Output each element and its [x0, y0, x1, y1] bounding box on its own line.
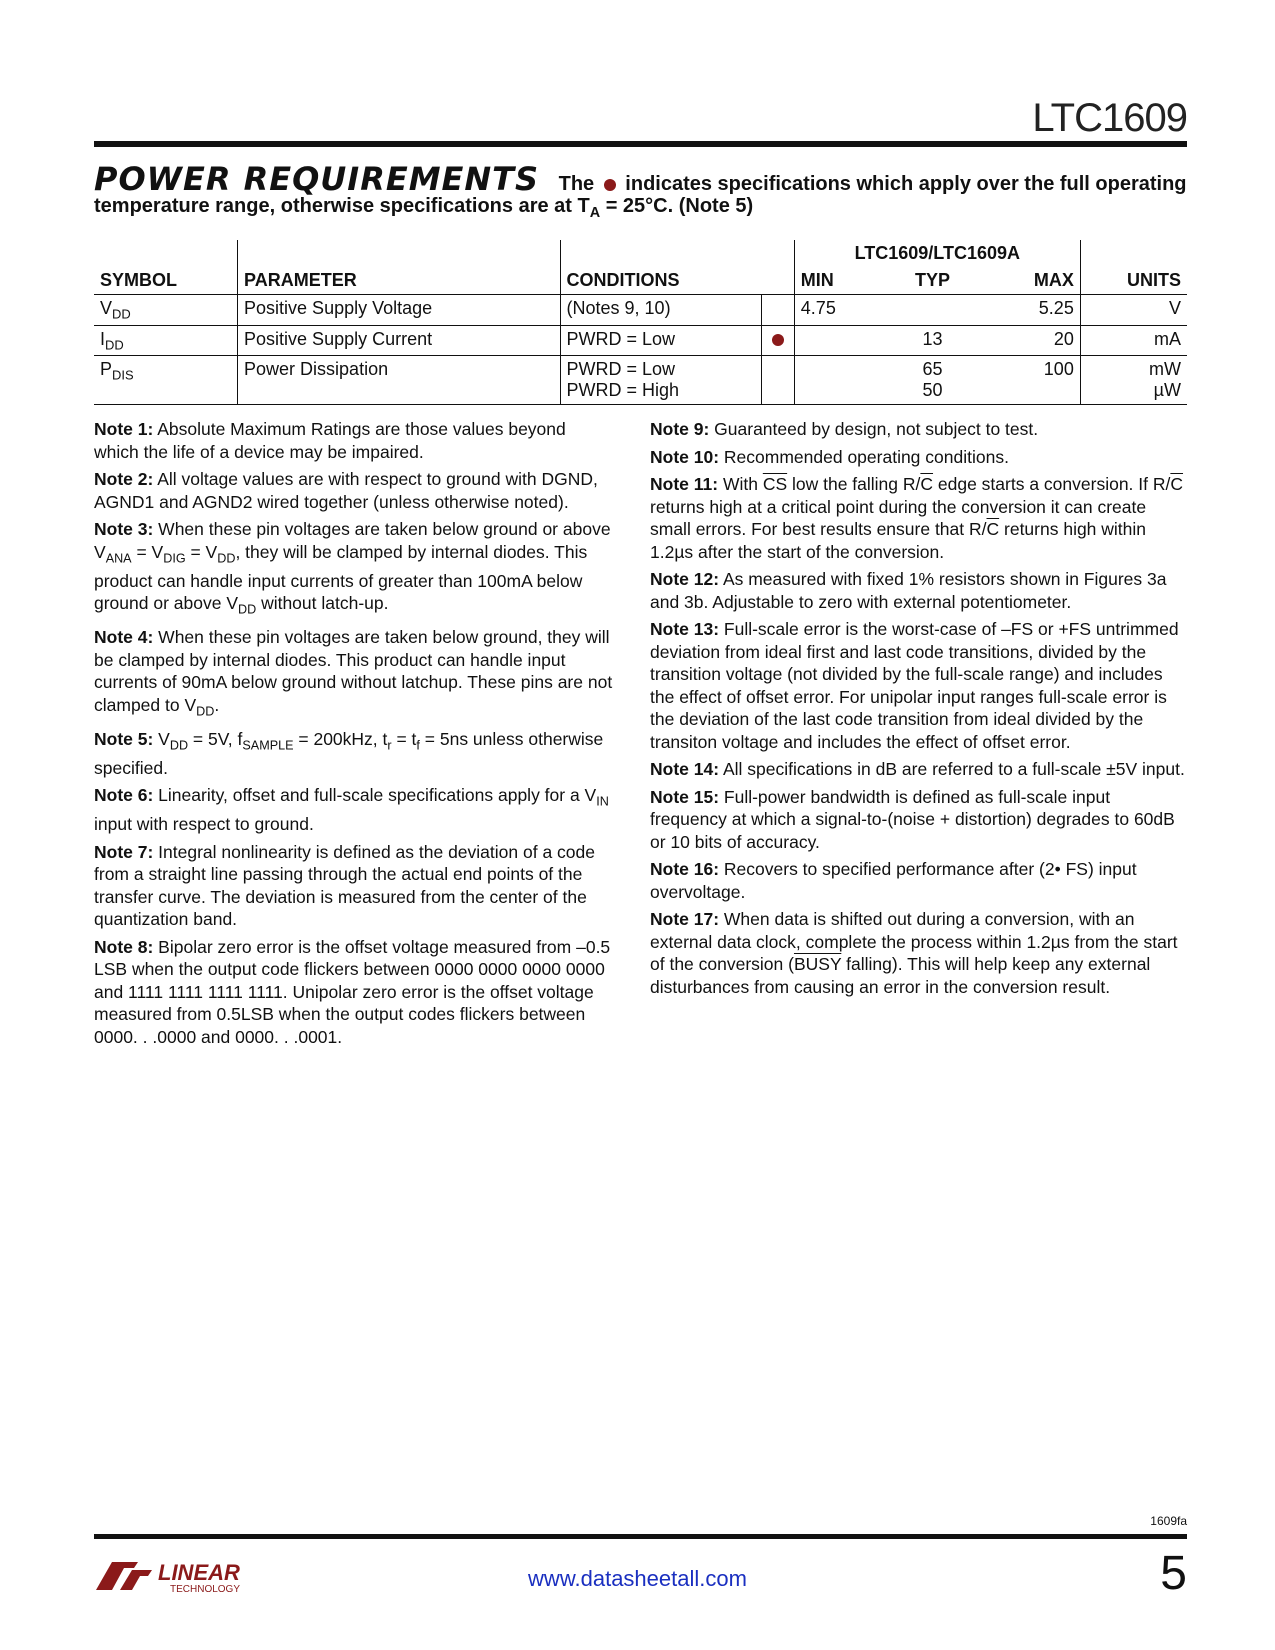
notes-left — [94, 418, 614, 1053]
conditions-2: PWRD = High — [566, 380, 680, 401]
max-value: 100 — [1043, 359, 1074, 380]
max-value: 5.25 — [1038, 298, 1074, 318]
units-value: mA — [1080, 325, 1187, 356]
note-text: When these pin voltages are taken below ground, they will be clamped by internal diodes. This product can handle input currents of 90mA below ground without latchup. These pins are not clamped to $V_{DD}$. — [94, 627, 613, 718]
symbol: V — [100, 298, 113, 318]
note-text: When data is shifted out during a conversion, with an external data clock, complete the process within 1.2µs from the start of the conversion (BUSY falling). This will help keep any external disturbances from causing an error in the conversion result. — [650, 909, 1178, 997]
note-label: Note 7: — [94, 841, 154, 862]
symbol-sub: DIS — [112, 367, 134, 383]
section-title: POWER REQUIREMENTS — [94, 160, 540, 198]
table-row — [94, 356, 1187, 405]
note-label: Note 15: — [650, 786, 720, 807]
note-item — [650, 758, 1185, 781]
note-text: Integral nonlinearity is defined as the deviation of a code from a straight line passing through the actual end points of the transfer curve. The deviation is measured from the center of the quantization band. — [94, 841, 595, 929]
note-item — [650, 858, 1185, 903]
notes-right — [650, 418, 1185, 1003]
note-item — [94, 841, 614, 931]
symbol-sub: DD — [105, 337, 124, 353]
note-item — [650, 618, 1185, 753]
note-item — [650, 568, 1185, 613]
note-label: Note 12: — [650, 569, 720, 589]
power-requirements-table — [94, 240, 1187, 405]
table-row — [94, 325, 1187, 356]
page-number: 5 — [1160, 1547, 1187, 1600]
note-label: Note 14: — [650, 759, 720, 779]
units-value: mW — [1149, 359, 1181, 380]
note-item — [94, 784, 614, 836]
note-label: Note 5: — [94, 728, 154, 749]
typ-value: 65 — [922, 359, 943, 380]
conditions: PWRD = Low — [566, 359, 676, 380]
col-units: UNITS — [1080, 267, 1187, 295]
note-text: When these pin voltages are taken below ground or above $V_{ANA} = V_{DIG} = V_{DD}$, they will be clamped by internal diodes. This product can handle input currents of greater than 100mA below ground or above $V_{DD}$ without latch-up. — [94, 519, 611, 617]
bullet-icon — [772, 334, 784, 346]
col-max: MAX — [1033, 270, 1074, 290]
part-number: LTC1609 — [1032, 96, 1187, 140]
col-symbol: SYMBOL — [100, 270, 178, 290]
note-text: Recommended operating conditions. — [719, 446, 1009, 467]
col-min: MIN — [794, 267, 886, 295]
intro-pre: The — [558, 173, 595, 195]
note-label: Note 17: — [650, 909, 720, 929]
max-value: 20 — [1053, 328, 1074, 349]
note-label: Note 10: — [650, 446, 720, 467]
note-text: With $\overline{CS}$ low the falling $R/\overline{C}$ edge starts a conversion. If $R/\overline{C}$ returns high at a critical point during the conversion it can create small errors. For best results ensure that $R/\overline{C}$ returns high within 1.2µs after the start of the conversion. — [650, 474, 1184, 562]
note-item — [94, 418, 614, 463]
note-item — [94, 936, 614, 1049]
intro-post: indicates specifications which apply over the full operating temperature range, otherwise specifications are at T — [94, 173, 1187, 217]
section-heading — [94, 160, 1194, 224]
note-item — [94, 518, 614, 621]
min-value: 4.75 — [794, 295, 886, 326]
note-item — [650, 908, 1185, 998]
note-text: All specifications in dB are referred to a full-scale ±5V input. — [719, 759, 1185, 779]
note-text: As measured with fixed 1% resistors shown in Figures 3a and 3b. Adjustable to zero with external potentiometer. — [650, 569, 1167, 612]
typ-value-2: 50 — [922, 380, 943, 401]
note-label: Note 2: — [94, 469, 154, 489]
note-item — [94, 468, 614, 513]
note-item — [94, 728, 614, 780]
note-label: Note 1: — [94, 419, 154, 439]
intro-end: = 25°C. (Note 5) — [600, 195, 754, 217]
bullet-icon — [604, 179, 616, 191]
min-value — [794, 325, 886, 356]
note-text: Full-scale error is the worst-case of –FS or +FS untrimmed deviation from ideal first and last code transitions, divided by the transition voltage (not divided by the full-scale range) and includes the effect of offset error. For unipolar input ranges full-scale error is the deviation of the last code transition from ideal divided by the transiton voltage and includes the effect of offset error. — [650, 619, 1179, 752]
doc-code: 1609fa — [1150, 1514, 1187, 1528]
note-label: Note 9: — [650, 419, 710, 439]
note-label: Note 4: — [94, 627, 154, 647]
col-parameter: PARAMETER — [238, 267, 560, 295]
note-item — [650, 446, 1185, 469]
note-text: $V_{DD} = 5V$, $f_{SAMPLE} = 200kHz$, $t_r = t_f = 5ns$ unless otherwise specified. — [94, 728, 604, 778]
units-value-2: µW — [1153, 380, 1181, 401]
group-header: LTC1609/LTC1609A — [794, 240, 1080, 267]
units-value: V — [1080, 295, 1187, 326]
bottom-rule — [94, 1534, 1187, 1539]
symbol: I — [100, 328, 106, 349]
note-label: Note 3: — [94, 519, 154, 539]
website-link[interactable]: www.datasheetall.com — [528, 1566, 747, 1591]
note-item — [650, 418, 1185, 441]
note-text: Bipolar zero error is the offset voltage measured from –0.5 LSB when the output code flickers between 0000 0000 0000 0000 and 1111 1111 1111 1111. Unipolar zero error is the offset voltage measured from 0.5LSB when the output codes flickers between 0000. . .0000 and 0000. . .0001. — [94, 936, 611, 1047]
parameter: Power Dissipation — [238, 356, 560, 405]
top-rule — [94, 141, 1187, 147]
note-item — [94, 626, 614, 723]
table-row — [94, 295, 1187, 326]
conditions: (Notes 9, 10) — [560, 295, 761, 326]
note-text: All voltage values are with respect to ground with DGND, AGND1 and AGND2 wired together (unless otherwise noted). — [94, 469, 598, 512]
note-item — [650, 786, 1185, 854]
note-text: Recovers to specified performance after (2• FS) input overvoltage. — [650, 859, 1137, 902]
note-label: Note 16: — [650, 859, 720, 879]
note-text: Linearity, offset and full-scale specifications apply for a $V_{IN}$ input with respect to ground. — [94, 785, 609, 834]
note-label: Note 6: — [94, 785, 154, 805]
note-item — [650, 473, 1185, 563]
conditions: PWRD = Low — [560, 325, 761, 356]
parameter: Positive Supply Voltage — [238, 295, 560, 326]
note-text: Full-power bandwidth is defined as full-scale input frequency at which a signal-to-(noise + distortion) degrades to 60dB or 10 bits of accuracy. — [650, 786, 1175, 852]
logo-sub: TECHNOLOGY — [170, 1584, 241, 1595]
typ-value — [887, 295, 978, 326]
parameter: Positive Supply Current — [238, 325, 560, 356]
col-typ: TYP — [914, 270, 950, 290]
note-text: Absolute Maximum Ratings are those values beyond which the life of a device may be impaired. — [94, 419, 566, 462]
note-text: Guaranteed by design, not subject to test. — [709, 419, 1039, 439]
logo-text: LINEAR — [158, 1560, 240, 1585]
symbol: P — [100, 359, 113, 380]
note-label: Note 11: — [650, 474, 719, 494]
symbol-sub: DD — [112, 306, 131, 322]
note-label: Note 8: — [94, 936, 154, 957]
note-label: Note 13: — [650, 619, 720, 639]
col-conditions: CONDITIONS — [560, 267, 761, 295]
min-value — [794, 356, 886, 405]
typ-value: 13 — [922, 328, 943, 349]
intro-sub: A — [589, 205, 601, 221]
